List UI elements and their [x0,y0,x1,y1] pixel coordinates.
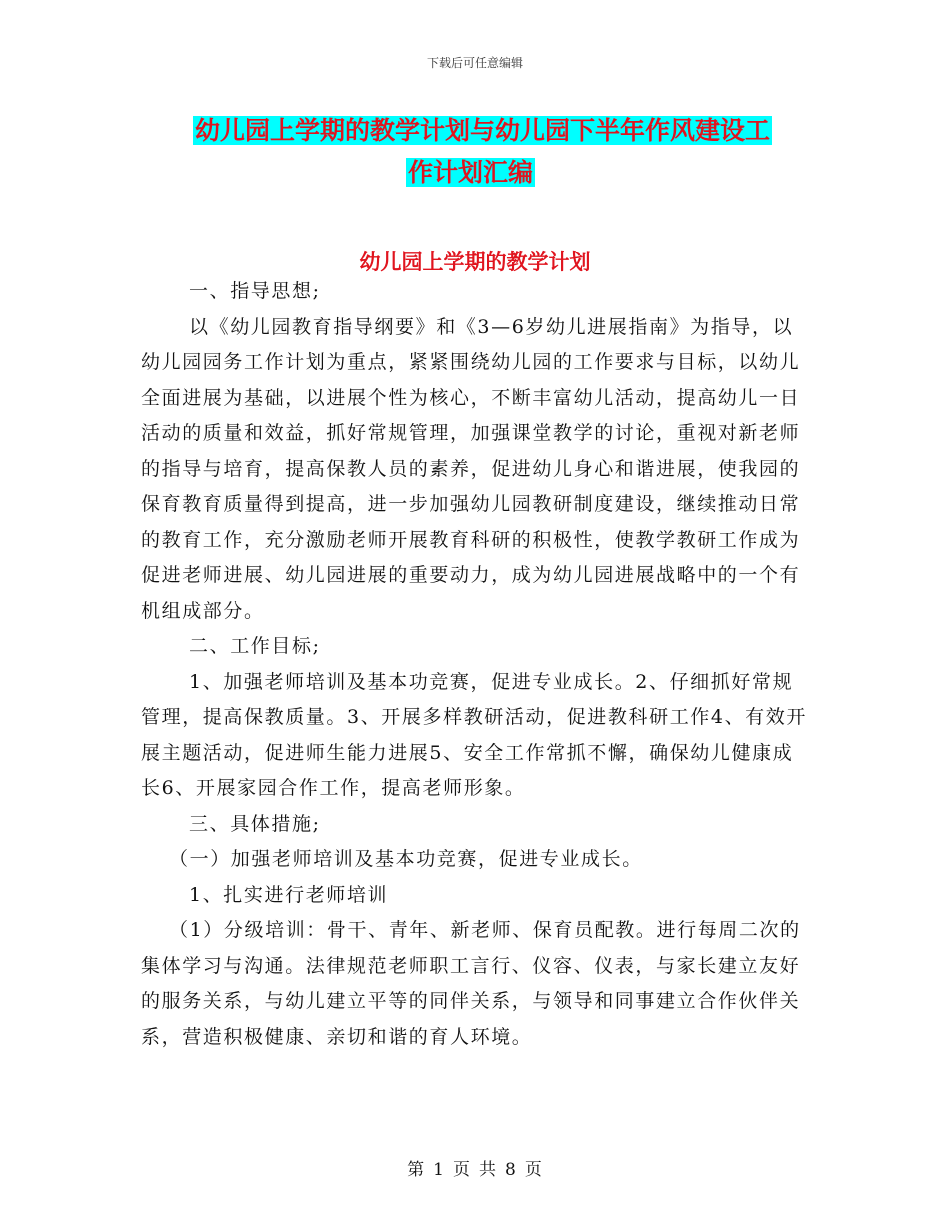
footer-page-unit: 页 [453,1160,471,1180]
paragraph-measure-1: （一）加强老师培训及基本功竞赛，促进专业成长。 [169,848,643,870]
paragraph-measure-1-1: 1、扎实进行老师培训 [189,883,389,906]
paragraph-measure-1-1-1: （1）分级培训：骨干、青年、新老师、保育员配教。进行每周二次的集体学习与沟通。法律规范老师职工言行、仪容、仪表，与家长建立友好的服务关系，与幼儿建立平等的同伴关系，与领导和同事建立合作伙伴关系，营造积极健康、亲切和谐的育人环境。 [141,919,801,1048]
page-footer [0,1155,950,1180]
footer-total-number: 8 [505,1160,517,1180]
paragraph-work-goals: 1、加强老师培训及基本功竞赛，促进专业成长。2、仔细抓好常规管理，提高保教质量。3、开展多样教研活动，促进教科研工作4、有效开展主题活动，促进师生能力进展5、安全工作常抓不懈，确保幼儿健康成长6、开展家园合作工作，提高老师形象。 [141,670,807,799]
document-title-text-2: 作计划汇编 [408,158,534,187]
paragraph-guiding-thought: 以《幼儿园教育指导纲要》和《3—6岁幼儿进展指南》为指导，以幼儿园园务工作计划为重点，紧紧围绕幼儿园的工作要求与目标，以幼儿全面进展为基础，以进展个性为核心，不断丰富幼儿活动，提高幼儿一日活动的质量和效益，抓好常规管理，加强课堂教学的讨论，重视对新老师的指导与培育，提高保教人员的素养，促进幼儿身心和谐进展，使我园的保育教育质量得到提高，进一步加强幼儿园教研制度建设，继续推动日常的教育工作，充分激励老师开展教育科研的积极性，使教学教研工作成为促进老师进展、幼儿园进展的重要动力，成为幼儿园进展战略中的一个有机组成部分。 [141,315,801,622]
footer-page-label: 第 [407,1160,426,1180]
section-title: 幼儿园上学期的教学计划 [359,249,591,274]
paragraph-heading-guiding-thought: 一、指导思想; [189,280,321,302]
document-title-line-2 [406,156,950,190]
document-title-text-1: 幼儿园上学期的教学计划与幼儿园下半年作风建设工 [195,116,771,145]
header-note: 下载后可任意编辑 [426,56,523,70]
document-title-line-1 [193,114,833,148]
footer-page-number: 1 [433,1160,445,1180]
document-body [141,274,811,1055]
footer-total-unit: 页 [524,1160,543,1180]
paragraph-heading-work-goals: 二、工作目标; [189,635,321,657]
footer-total-label: 共 [479,1160,497,1180]
paragraph-heading-measures: 三、具体措施; [189,812,321,835]
